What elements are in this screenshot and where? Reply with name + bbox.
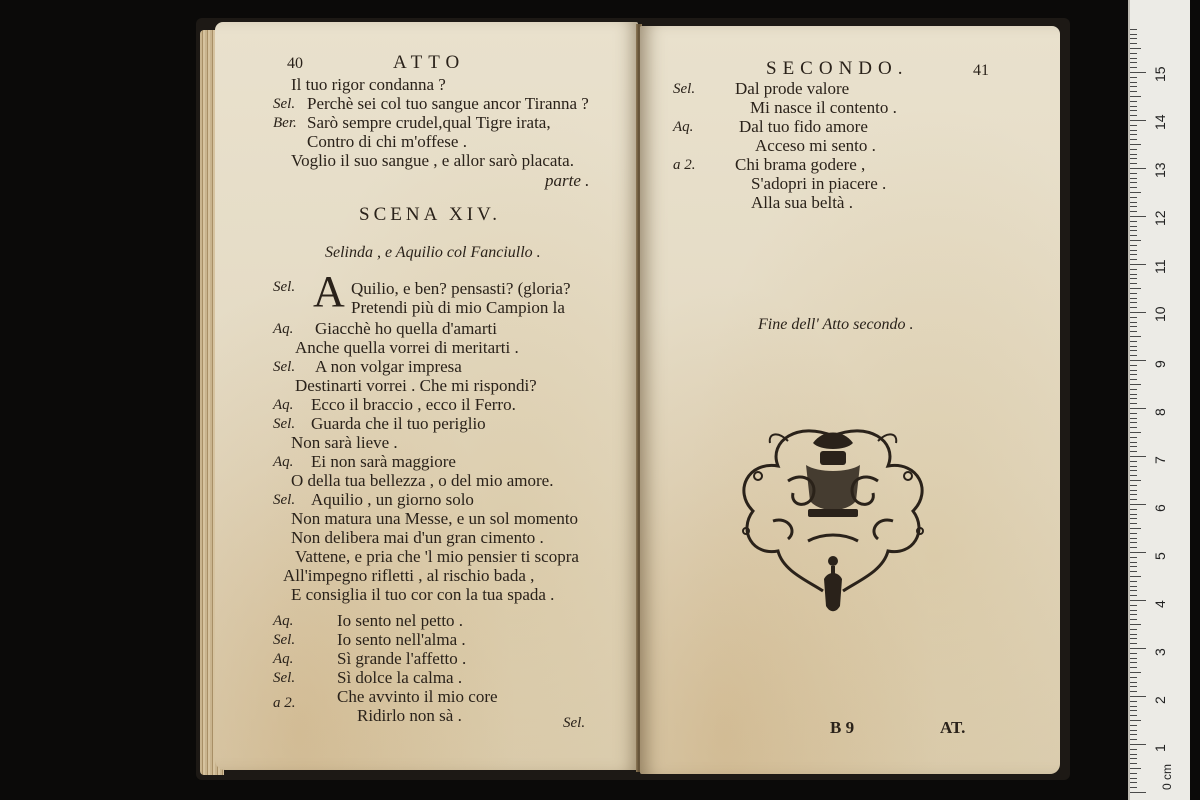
ruler-tick: [1130, 533, 1137, 534]
ruler-tick: [1130, 86, 1137, 87]
ruler-tick: [1130, 571, 1137, 572]
ruler-tick: [1130, 178, 1137, 179]
ruler-tick: [1130, 442, 1137, 443]
verse-line: Giacchè ho quella d'amarti: [315, 319, 497, 338]
ruler-tick: [1130, 341, 1137, 342]
ruler-tick: [1130, 283, 1137, 284]
ruler-number: 1: [1152, 744, 1168, 752]
verse-line: Anche quella vorrei di meritarti .: [295, 338, 519, 357]
ruler-tick: [1130, 744, 1146, 745]
ruler-tick: [1130, 643, 1137, 644]
verse-line: Io sento nell'alma .: [337, 630, 466, 649]
ruler-tick: [1130, 581, 1137, 582]
ruler-tick: [1130, 787, 1137, 788]
ruler-tick: [1130, 398, 1137, 399]
ruler-tick: [1130, 350, 1137, 351]
ruler-tick: [1130, 456, 1146, 457]
verse-line: Pretendi più di mio Campion la: [351, 298, 565, 317]
speaker-label: Aq.: [673, 119, 694, 135]
verse-line: Sì dolce la calma .: [337, 668, 463, 687]
ruler-tick: [1130, 82, 1137, 83]
ruler-tick: [1130, 595, 1137, 596]
ruler-number: 8: [1152, 408, 1168, 416]
ruler-tick: [1130, 653, 1137, 654]
verse-line: Non delibera mai d'un gran cimento .: [291, 528, 544, 547]
ruler-tick: [1130, 34, 1137, 35]
ruler-tick: [1130, 182, 1137, 183]
speaker-label: Aq.: [273, 454, 294, 470]
ruler-tick: [1130, 72, 1146, 73]
ruler-tick: [1130, 523, 1137, 524]
left-page-number: 40: [287, 55, 303, 72]
ruler-number: 14: [1152, 114, 1168, 130]
speaker-label: Sel.: [273, 359, 296, 375]
ruler-tick: [1130, 96, 1141, 97]
speaker-label: Aq.: [273, 321, 294, 337]
ruler-tick: [1130, 792, 1146, 793]
speaker-label: Aq.: [273, 651, 294, 667]
ruler-number: 5: [1152, 552, 1168, 560]
ruler-tick: [1130, 77, 1137, 78]
ruler-number: 7: [1152, 456, 1168, 464]
ruler-tick: [1130, 557, 1137, 558]
scene-characters: Selinda , e Aquilio col Fanciullo .: [325, 244, 541, 261]
ruler-tick: [1130, 485, 1137, 486]
ruler-tick: [1130, 120, 1146, 121]
verse-line: Io sento nel petto .: [337, 611, 464, 630]
ruler-tick: [1130, 782, 1137, 783]
ruler-tick: [1130, 725, 1137, 726]
ruler-tick: [1130, 206, 1137, 207]
verse-line: E consiglia il tuo cor con la tua spada .: [291, 585, 555, 604]
ruler-tick: [1130, 62, 1137, 63]
ruler-tick: [1130, 432, 1141, 433]
ruler-tick: [1130, 624, 1141, 625]
ruler-tick: [1130, 614, 1137, 615]
verse-line: S'adopri in piacere .: [751, 174, 887, 193]
verse-line: Che avvinto il mio core: [337, 687, 498, 706]
ruler-tick: [1130, 278, 1137, 279]
ruler-tick: [1130, 518, 1137, 519]
ruler-tick: [1130, 173, 1137, 174]
verse-line: Sì grande l'affetto .: [337, 649, 467, 668]
ruler-tick: [1130, 125, 1137, 126]
ruler-tick: [1130, 302, 1137, 303]
verse-line: Contro di chi m'offese .: [307, 132, 467, 151]
ruler-tick: [1130, 758, 1137, 759]
ruler-number: 2: [1152, 696, 1168, 704]
ruler-tick: [1130, 634, 1137, 635]
ruler-tick: [1130, 158, 1137, 159]
ruler-tick: [1130, 288, 1141, 289]
ruler-number: 13: [1152, 162, 1168, 178]
verse-line: Voglio il suo sangue , e allor sarò placata.: [291, 151, 574, 170]
end-of-act-note: Fine dell' Atto secondo .: [758, 316, 914, 333]
verse-line: Il tuo rigor condanna ?: [291, 75, 446, 94]
ruler-tick: [1130, 264, 1146, 265]
ruler-tick: [1130, 706, 1137, 707]
ruler-tick: [1130, 427, 1137, 428]
ruler-tick: [1130, 149, 1137, 150]
verse-line: Acceso mi sento .: [755, 136, 876, 155]
ruler-tick: [1130, 134, 1137, 135]
ruler-tick: [1130, 437, 1137, 438]
ruler-tick: [1130, 197, 1137, 198]
ruler-tick: [1130, 466, 1137, 467]
ruler-tick: [1130, 739, 1137, 740]
ruler-tick: [1130, 773, 1137, 774]
ruler-tick: [1130, 374, 1137, 375]
ruler-tick: [1130, 307, 1137, 308]
ruler-tick: [1130, 154, 1137, 155]
ruler-number: 9: [1152, 360, 1168, 368]
left-running-head: ATTO: [393, 52, 466, 73]
ruler-number: 10: [1152, 306, 1168, 322]
ruler-tick: [1130, 667, 1137, 668]
ruler-tick: [1130, 293, 1137, 294]
ruler-tick: [1130, 701, 1137, 702]
verse-line: Vattene, e pria che 'l mio pensier ti scopra: [295, 547, 579, 566]
ruler-tick: [1130, 576, 1141, 577]
ruler-tick: [1130, 605, 1137, 606]
ruler-tick: [1130, 586, 1137, 587]
ruler-unit-label: 0 cm: [1160, 763, 1174, 790]
stage-direction-exit: parte .: [545, 171, 590, 190]
ruler-tick: [1130, 336, 1141, 337]
speaker-label: Sel.: [273, 492, 296, 508]
right-page-number: 41: [973, 62, 989, 79]
verse-line: Quilio, e ben? pensasti? (gloria?: [351, 279, 571, 298]
ruler-tick: [1130, 139, 1137, 140]
ruler-tick: [1130, 672, 1141, 673]
ruler-tick: [1130, 662, 1137, 663]
ruler-tick: [1130, 163, 1137, 164]
speaker-label: Sel.: [273, 670, 296, 686]
ruler-tick: [1130, 446, 1137, 447]
ruler-tick: [1130, 686, 1137, 687]
ruler-tick: [1130, 394, 1137, 395]
verse-line: Sarò sempre crudel,qual Tigre irata,: [307, 113, 551, 132]
verse-line: Dal prode valore: [735, 79, 850, 98]
ruler-tick: [1130, 658, 1137, 659]
ruler-tick: [1130, 422, 1137, 423]
ruler-number: 12: [1152, 210, 1168, 226]
ruler-number: 15: [1152, 66, 1168, 82]
ruler-tick: [1130, 101, 1137, 102]
ruler-tick: [1130, 226, 1137, 227]
ruler-tick: [1130, 749, 1137, 750]
ruler-tick: [1130, 115, 1137, 116]
ruler-tick: [1130, 710, 1137, 711]
ruler-tick: [1130, 235, 1137, 236]
ruler-tick: [1130, 298, 1137, 299]
ruler-tick: [1130, 331, 1137, 332]
speaker-label: Ber.: [273, 115, 297, 131]
ruler-tick: [1130, 490, 1137, 491]
ruler-tick: [1130, 245, 1137, 246]
right-running-head: SECONDO.: [766, 58, 909, 79]
speaker-label: Sel.: [673, 81, 696, 97]
ruler-tick: [1130, 648, 1146, 649]
ruler-tick: [1130, 360, 1146, 361]
ruler-tick: [1130, 58, 1137, 59]
ruler-tick: [1130, 48, 1141, 49]
verse-line: Mi nasce il contento .: [750, 98, 897, 117]
ruler-tick: [1130, 768, 1141, 769]
speaker-label: Sel.: [273, 279, 296, 295]
right-page: [640, 26, 1060, 774]
ruler-tick: [1130, 730, 1137, 731]
ruler-tick: [1130, 590, 1137, 591]
speaker-label: a 2.: [673, 157, 696, 173]
ruler-tick: [1130, 610, 1137, 611]
ruler-tick: [1130, 509, 1137, 510]
ruler-tick: [1130, 389, 1137, 390]
ruler-tick: [1130, 629, 1137, 630]
ruler-tick: [1130, 274, 1137, 275]
verse-line: O della tua bellezza , o del mio amore.: [291, 471, 554, 490]
ruler-tick: [1130, 168, 1146, 169]
verse-line: A non volgar impresa: [315, 357, 462, 376]
verse-line: Ridirlo non sà .: [357, 706, 462, 725]
ruler-tick: [1130, 778, 1137, 779]
ruler-tick: [1130, 528, 1141, 529]
speaker-label: a 2.: [273, 695, 296, 711]
ruler-tick: [1130, 734, 1137, 735]
ruler-tick: [1130, 413, 1137, 414]
catchword: AT.: [940, 718, 966, 737]
ruler-tick: [1130, 547, 1137, 548]
ruler-tick: [1130, 259, 1137, 260]
catchword: Sel.: [563, 715, 586, 731]
speaker-label: Sel.: [273, 96, 296, 112]
ruler-tick: [1130, 475, 1137, 476]
ruler-tick: [1130, 384, 1141, 385]
ruler-tick: [1130, 346, 1137, 347]
ruler-number: 11: [1152, 259, 1168, 274]
ruler-tick: [1130, 638, 1137, 639]
ruler-tick: [1130, 754, 1137, 755]
ruler-tick: [1130, 552, 1146, 553]
ruler-tick: [1130, 192, 1141, 193]
verse-line: Chi brama godere ,: [735, 155, 866, 174]
ruler-tick: [1130, 187, 1137, 188]
verse-line: Ei non sarà maggiore: [311, 452, 456, 471]
ruler-tick: [1130, 600, 1146, 601]
ruler-tick: [1130, 619, 1137, 620]
verse-line: Guarda che il tuo periglio: [311, 414, 486, 433]
ruler-tick: [1130, 542, 1137, 543]
verse-line: Non sarà lieve .: [291, 433, 398, 452]
ruler-tick: [1130, 562, 1137, 563]
ruler-tick: [1130, 408, 1146, 409]
ruler-tick: [1130, 43, 1137, 44]
ruler-tick: [1130, 763, 1137, 764]
ruler-tick: [1130, 720, 1141, 721]
verse-line: Non matura una Messe, e un sol momento: [291, 509, 579, 528]
ruler-tick: [1130, 38, 1137, 39]
ruler-tick: [1130, 461, 1137, 462]
ruler-tick: [1130, 29, 1137, 30]
ruler-tick: [1130, 240, 1141, 241]
ruler-tick: [1130, 53, 1137, 54]
drop-cap: A: [313, 267, 345, 316]
ruler-tick: [1130, 326, 1137, 327]
ruler-tick: [1130, 144, 1141, 145]
ruler-tick: [1130, 250, 1137, 251]
signature-mark: B 9: [830, 718, 855, 737]
ruler-tick: [1130, 67, 1137, 68]
ruler-tick: [1130, 480, 1141, 481]
ruler-number: 3: [1152, 648, 1168, 656]
verse-line: Aquilio , un giorno solo: [311, 490, 474, 509]
floral-tailpiece-icon: [728, 421, 938, 621]
speaker-label: Aq.: [273, 397, 294, 413]
ruler-tick: [1130, 514, 1137, 515]
ruler-tick: [1130, 379, 1137, 380]
verse-line: All'impegno rifletti , al rischio bada ,: [283, 566, 535, 585]
ruler-tick: [1130, 451, 1137, 452]
verse-line: Alla sua beltà .: [751, 193, 853, 212]
ruler-tick: [1130, 130, 1137, 131]
ruler-tick: [1130, 202, 1137, 203]
verse-line: Perchè sei col tuo sangue ancor Tiranna ?: [307, 94, 589, 113]
ruler-number: 6: [1152, 504, 1168, 512]
ruler-tick: [1130, 682, 1137, 683]
ruler-tick: [1130, 566, 1137, 567]
ruler-tick: [1130, 312, 1146, 313]
ruler-tick: [1130, 499, 1137, 500]
ruler-tick: [1130, 715, 1137, 716]
ruler-tick: [1130, 470, 1137, 471]
ruler-tick: [1130, 317, 1137, 318]
speaker-label: Sel.: [273, 416, 296, 432]
ruler-tick: [1130, 696, 1146, 697]
ruler-tick: [1130, 691, 1137, 692]
ruler-tick: [1130, 230, 1137, 231]
ruler-tick: [1130, 418, 1137, 419]
ruler-tick: [1130, 221, 1137, 222]
ruler-tick: [1130, 110, 1137, 111]
verse-line: Destinarti vorrei . Che mi rispondi?: [295, 376, 537, 395]
ruler-number: 4: [1152, 600, 1168, 608]
left-page: [215, 22, 638, 770]
ruler-tick: [1130, 504, 1146, 505]
measurement-ruler: [1128, 0, 1190, 800]
ruler-tick: [1130, 403, 1137, 404]
ruler-tick: [1130, 370, 1137, 371]
ruler-tick: [1130, 365, 1137, 366]
ruler-tick: [1130, 106, 1137, 107]
ruler-tick: [1130, 216, 1146, 217]
scene-title: SCENA XIV.: [359, 204, 502, 225]
speaker-label: Sel.: [273, 632, 296, 648]
verse-line: Ecco il braccio , ecco il Ferro.: [311, 395, 516, 414]
ruler-tick: [1130, 254, 1137, 255]
ruler-tick: [1130, 677, 1137, 678]
ruler-tick: [1130, 355, 1137, 356]
ruler-tick: [1130, 538, 1137, 539]
ruler-tick: [1130, 322, 1137, 323]
speaker-label: Aq.: [273, 613, 294, 629]
ruler-tick: [1130, 211, 1137, 212]
ruler-tick: [1130, 269, 1137, 270]
ruler-tick: [1130, 91, 1137, 92]
verse-line: Dal tuo fido amore: [739, 117, 868, 136]
ruler-tick: [1130, 494, 1137, 495]
